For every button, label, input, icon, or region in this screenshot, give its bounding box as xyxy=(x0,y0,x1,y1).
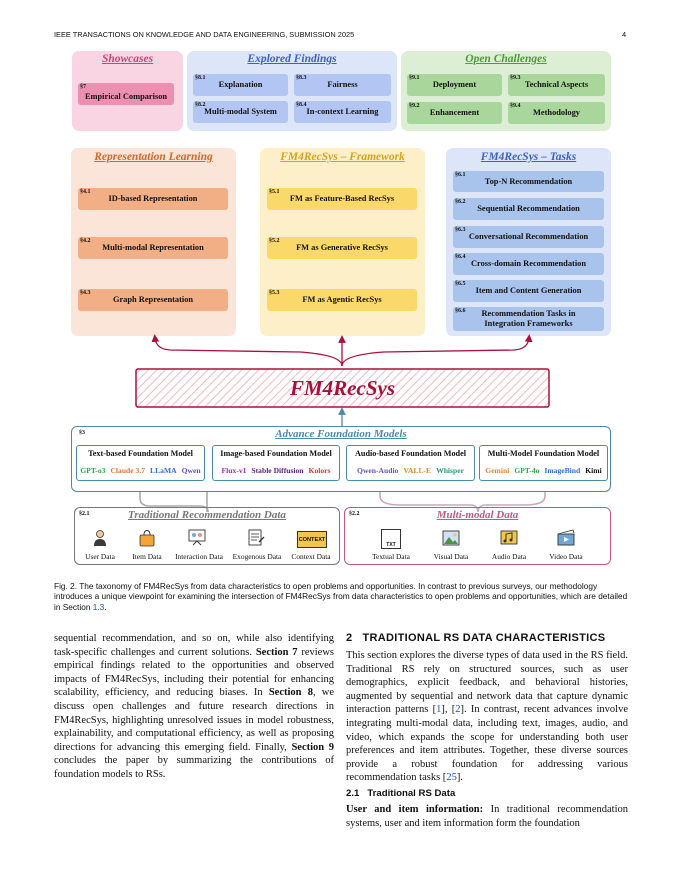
audio-model-card: Audio-based Foundation Model Qwen-Audio VALL-E Whisper xyxy=(346,445,475,481)
audio-icon xyxy=(499,528,519,546)
citation-link[interactable]: 1 xyxy=(436,704,442,716)
showcases-title: Showcases xyxy=(101,53,154,65)
image-icon xyxy=(441,529,461,547)
fig-box: §5.3 FM as Agentic RecSys xyxy=(267,289,417,311)
fig-box: §6.3 Conversational Recommendation xyxy=(453,226,604,248)
model-name: ImageBind xyxy=(544,466,581,475)
model-name: GPT-o3 xyxy=(80,466,106,475)
model-name: Kimi xyxy=(585,466,602,475)
subsection-heading: 2.1 Traditional RS Data xyxy=(346,788,456,799)
traditional-data-sec: §2.1 xyxy=(79,511,90,517)
model-name: Claude 3.7 xyxy=(110,466,146,475)
interaction-icon xyxy=(187,528,207,546)
fig-box: §9.2 Enhancement xyxy=(407,102,502,124)
multi-model-card: Multi-Model Foundation Model Gemini GPT-4o ImageBind Kimi xyxy=(479,445,608,481)
fig-box: §4.3 Graph Representation xyxy=(78,289,228,311)
model-name: Qwen-Audio xyxy=(357,466,399,475)
item-label: Exogenous Data xyxy=(232,552,282,561)
model-name: Stable Diffusion xyxy=(251,466,304,475)
citation-link[interactable]: 2 xyxy=(455,704,461,716)
page-number: 4 xyxy=(622,30,627,39)
fig-box: §6.5 Item and Content Generation xyxy=(453,280,604,302)
fig-box: §6.1 Top-N Recommendation xyxy=(453,171,604,192)
model-names xyxy=(77,466,204,475)
model-name: Gemini xyxy=(485,466,510,475)
multimodal-data-sec: §2.2 xyxy=(349,511,360,517)
user-icon xyxy=(90,529,110,547)
model-name: VALL-E xyxy=(403,466,432,475)
traditional-data-title: Traditional Recommendation Data xyxy=(128,509,286,521)
fig-box: §9.1 Deployment xyxy=(407,74,502,96)
figure-caption: Fig. 2. The taxonomy of FM4RecSys from data characteristics to open problems and opportunities. In contrast to previous surveys, our methodology introduces a unique viewpoint for examining the intersection of FM4RecSys from data characteristics to open problems and opportunities, which are detailed in Section 1.3. xyxy=(54,581,628,612)
text-file-icon: TXT xyxy=(381,529,401,549)
fig-box: §4.2 Multi-modal Representation xyxy=(78,237,228,259)
left-column-text: sequential recommendation, and so on, while also identifying task-specific challenges and current solutions. Section 7 reviews empirical findings related to the opportunities and observed impacts of FM4RecSys, including their potential for enhancing scalability, efficiency, and reducing biases. In Section 8, we discuss open challenges and future research directions in FM4RecSys, highlighting unresolved issues in model robustness, explainability, and computational efficiency, as well as proposing directions for advancing this emerging field. Finally, Section 9 concludes the paper by summarizing the contributions of foundation models to RSs. xyxy=(54,633,335,780)
video-icon xyxy=(556,528,576,546)
item-label: Audio Data xyxy=(491,552,527,561)
journal-header: IEEE TRANSACTIONS ON KNOWLEDGE AND DATA ENGINEERING, SUBMISSION 2025 xyxy=(54,30,355,39)
item-label: User Data xyxy=(85,552,115,561)
section-heading: 2 TRADITIONAL RS DATA CHARACTERISTICS xyxy=(346,632,606,644)
explored-findings-title: Explored Findings xyxy=(247,53,337,65)
item-label: Interaction Data xyxy=(175,552,223,561)
model-name: Kolors xyxy=(308,466,331,475)
item-label: Item Data xyxy=(132,552,162,561)
item-bag-icon xyxy=(137,529,157,547)
model-names xyxy=(347,466,474,475)
model-names xyxy=(213,466,339,475)
fig-box: §5.2 FM as Generative RecSys xyxy=(267,237,417,259)
model-name: GPT-4o xyxy=(514,466,540,475)
fig-box: §7 Empirical Comparison xyxy=(78,83,174,105)
model-name: LLaMA xyxy=(150,466,177,475)
multimodal-data-title: Multi-modal Data xyxy=(436,509,519,521)
citation-link[interactable]: 25 xyxy=(446,772,457,784)
fig-box: §5.1 FM as Feature-Based RecSys xyxy=(267,188,417,210)
fig-box: §6.6 Recommendation Tasks in Integration Frameworks xyxy=(453,307,604,331)
model-names xyxy=(480,466,607,475)
section-link[interactable]: 1.3 xyxy=(92,601,105,612)
tasks-title: FM4RecSys – Tasks xyxy=(480,151,577,163)
fig-box: §9.3 Technical Aspects xyxy=(508,74,605,96)
fig-box: §6.2 Sequential Recommendation xyxy=(453,198,604,220)
fig-box: §9.4 Methodology xyxy=(508,102,605,124)
framework-title: FM4RecSys – Framework xyxy=(280,151,405,163)
exogenous-icon xyxy=(246,528,266,546)
advance-models-title: Advance Foundation Models xyxy=(275,428,407,440)
open-challenges-title: Open Challenges xyxy=(465,53,547,65)
fig-box: §8.1 Explanation xyxy=(193,74,288,96)
model-name: Whisper xyxy=(436,466,464,475)
item-label: Context Data xyxy=(291,552,331,561)
model-name: Qwen xyxy=(181,466,201,475)
model-name: Flux-v1 xyxy=(221,466,247,475)
fig-box: §8.3 Fairness xyxy=(294,74,391,96)
section-paragraph: This section explores the diverse types of data used in the RS field. Traditional RS rely on structured sources, such as user demographics, explicit feedback, and behavioral histories, augmented by sequential and network data that capture dynamic interaction patterns [1], [2]. In contrast, recent advances involve integrating multi-modal data, including text, images, audio, and video, which expands the scope for understanding both user preferences and item attributes. Together, these diverse sources provide a robust foundation for addressing various recommendation tasks [25]. xyxy=(346,650,628,784)
item-label: Textual Data xyxy=(372,552,410,561)
context-icon: CONTEXT xyxy=(297,531,327,548)
representation-learning-title: Representation Learning xyxy=(94,151,213,163)
advance-models-sec: §3 xyxy=(79,430,85,436)
item-label: Video Data xyxy=(549,552,583,561)
fm4recsys-center: FM4RecSys xyxy=(290,375,395,400)
text-model-card: Text-based Foundation Model GPT-o3 Claude 3.7 LLaMA Qwen xyxy=(76,445,205,481)
fig-box: §8.2 Multi-modal System xyxy=(193,101,288,123)
subsection-paragraph: User and item information: In traditional recommendation systems, user and item information form the foundation xyxy=(346,804,628,829)
fig-box: §6.4 Cross-domain Recommendation xyxy=(453,253,604,275)
image-model-card: Image-based Foundation Model Flux-v1 Stable Diffusion Kolors xyxy=(212,445,340,481)
fig-box: §8.4 In-context Learning xyxy=(294,101,391,123)
item-label: Visual Data xyxy=(433,552,469,561)
fig-box: §4.1 ID-based Representation xyxy=(78,188,228,210)
